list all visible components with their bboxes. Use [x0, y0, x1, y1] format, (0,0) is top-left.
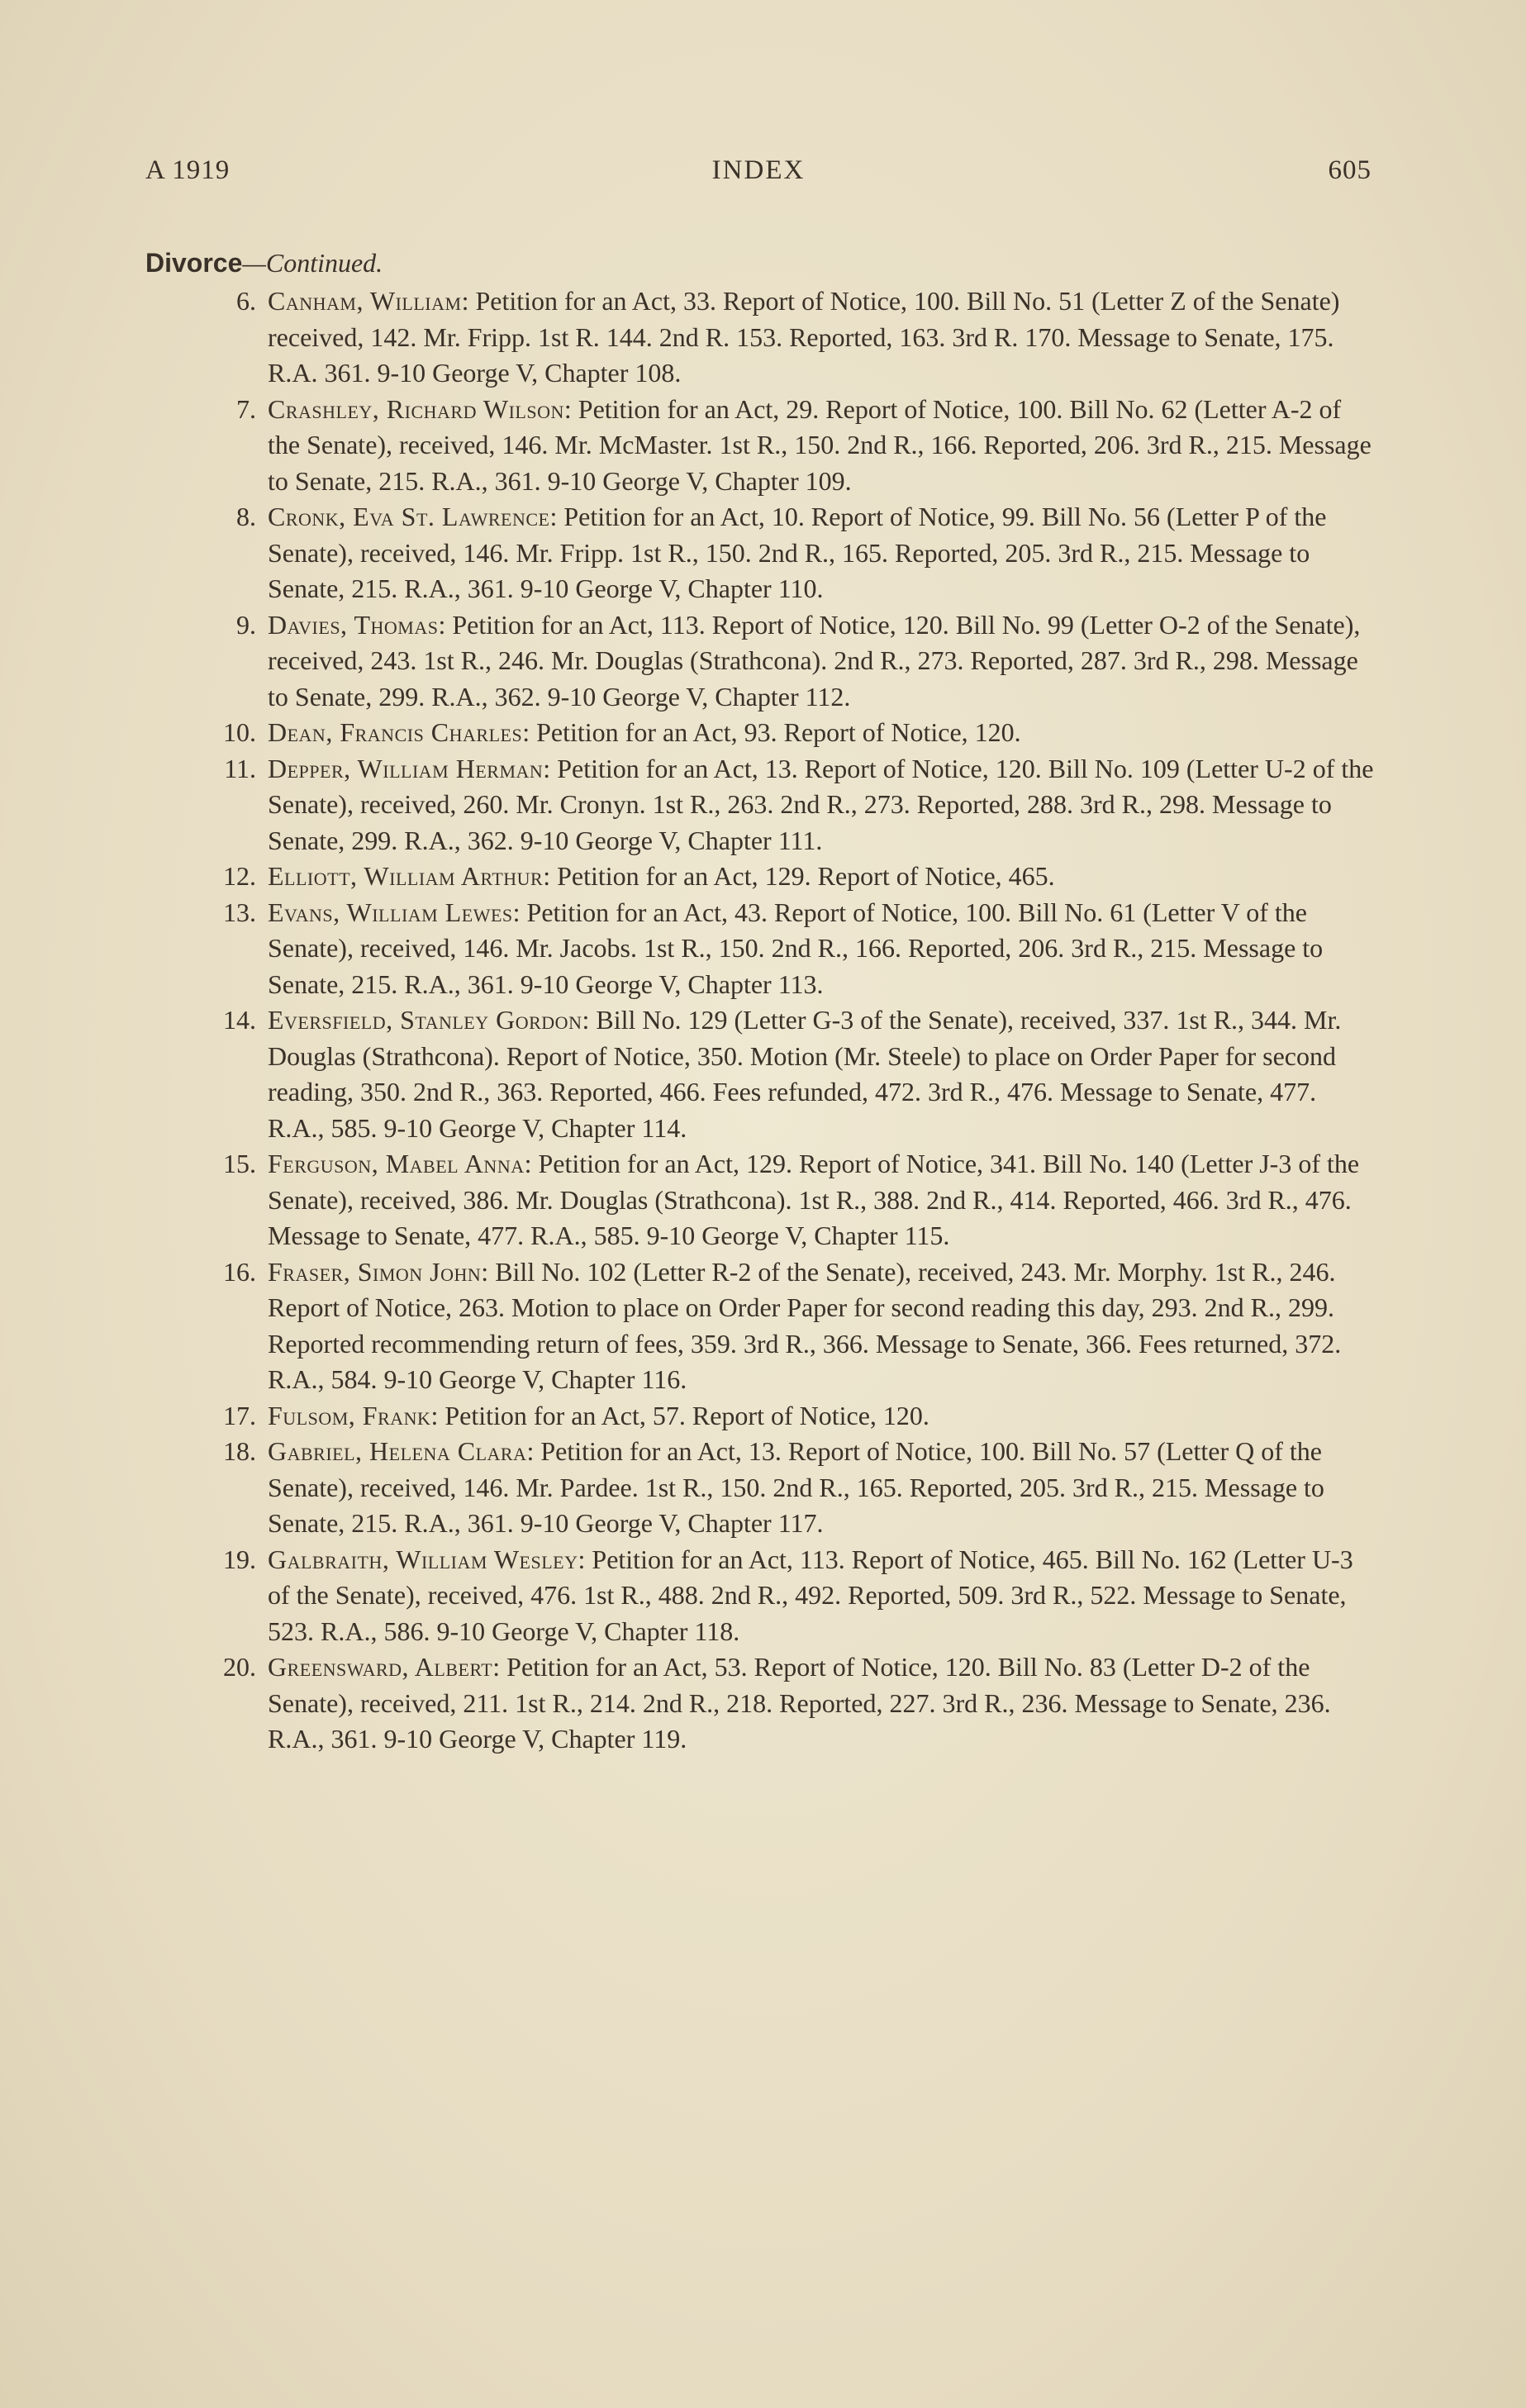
entry-details: Petition for an Act, 29. Report of Notice, 100. Bill No. 62 (Letter A-2 of the Senate), received, 146. Mr. McMaster. 1st R., 150. 2nd R., 166. Reported, 206. 3rd R., 215. Message to Senate, 215. R.A., 361. 9-10 George V, Chapter 109.: [268, 393, 1371, 496]
section-heading: [145, 248, 383, 278]
entry-number: 16.: [223, 1256, 256, 1287]
entry-name: Gabriel, Helena Clara: [268, 1436, 527, 1466]
entry-name: Fraser, Simon John: [268, 1256, 482, 1287]
entry-number: 19.: [223, 1544, 256, 1574]
entry-text: Depper, William Herman: Petition for an Act, 13. Report of Notice, 120. Bill No. 109 (Letter U-2 of the Senate), received, 260. Mr. Cronyn. 1st R., 263. 2nd R., 273. Reported, 288. 3rd R., 298. Message to Senate, 299. R.A., 362. 9-10 George V, Chapter 111.: [268, 753, 1374, 855]
section-title: Divorce: [145, 248, 243, 278]
entry-details: Bill No. 129 (Letter G-3 of the Senate), received, 337. 1st R., 344. Mr. Douglas (Strathcona). Report of Notice, 350. Motion (Mr. Steele) to place on Order Paper for second reading, 350. 2nd R., 363. Reported, 466. Fees refunded, 472. 3rd R., 476. Message to Senate, 477. R.A., 585. 9-10 George V, Chapter 114.: [268, 1005, 1342, 1143]
entry-text: Crashley, Richard Wilson: Petition for an Act, 29. Report of Notice, 100. Bill No. 62 (Letter A-2 of the Senate), received, 146. Mr. McMaster. 1st R., 150. 2nd R., 166. Reported, 206. 3rd R., 215. Message to Senate, 215. R.A., 361. 9-10 George V, Chapter 109.: [268, 393, 1371, 496]
entry-number: 20.: [223, 1652, 256, 1682]
entry-text: Eversfield, Stanley Gordon: Bill No. 129 (Letter G-3 of the Senate), received, 337. 1st R., 344. Mr. Douglas (Strathcona). Report of Notice, 350. Motion (Mr. Steele) to place on Order Paper for second reading, 350. 2nd R., 363. Reported, 466. Fees refunded, 472. 3rd R., 476. Message to Senate, 477. R.A., 585. 9-10 George V, Chapter 114.: [268, 1005, 1342, 1143]
entry-number: 15.: [223, 1149, 256, 1178]
entry-details: Petition for an Act, 57. Report of Notice, 120.: [444, 1400, 929, 1430]
entry-name: Fulsom, Frank: [268, 1400, 431, 1430]
entry-text: Fraser, Simon John: Bill No. 102 (Letter R-2 of the Senate), received, 243. Mr. Morphy. 1st R., 246. Report of Notice, 263. Motion to place on Order Paper for second reading this day, 293. 2nd R., 299. Reported recommending return of fees, 359. 3rd R., 366. Message to Senate, 366. Fees returned, 372. R.A., 584. 9-10 George V, Chapter 116.: [268, 1256, 1342, 1394]
entry-details: Bill No. 102 (Letter R-2 of the Senate), received, 243. Mr. Morphy. 1st R., 246. Report of Notice, 263. Motion to place on Order Paper for second reading this day, 293. 2nd R., 299. Reported recommending return of fees, 359. 3rd R., 366. Message to Senate, 366. Fees returned, 372. R.A., 584. 9-10 George V, Chapter 116.: [268, 1256, 1342, 1394]
entry-name: Depper, William Herman: [268, 753, 544, 783]
entry-details: Petition for an Act, 113. Report of Notice, 120. Bill No. 99 (Letter O-2 of the Senate), received, 243. 1st R., 246. Mr. Douglas (Strathcona). 2nd R., 273. Reported, 287. 3rd R., 298. Message to Senate, 299. R.A., 362. 9-10 George V, Chapter 112.: [268, 609, 1361, 711]
index-entry: [198, 499, 1375, 607]
entry-text: Ferguson, Mabel Anna: Petition for an Act, 129. Report of Notice, 341. Bill No. 140 (Letter J-3 of the Senate), received, 386. Mr. Douglas (Strathcona). 1st R., 388. 2nd R., 414. Reported, 466. 3rd R., 476. Message to Senate, 477. R.A., 585. 9-10 George V, Chapter 115.: [268, 1149, 1360, 1250]
index-entry: [198, 1542, 1375, 1650]
index-entry: [198, 715, 1375, 751]
entry-text: Gabriel, Helena Clara: Petition for an Act, 13. Report of Notice, 100. Bill No. 57 (Letter Q of the Senate), received, 146. Mr. Pardee. 1st R., 150. 2nd R., 165. Reported, 205. 3rd R., 215. Message to Senate, 215. R.A., 361. 9-10 George V, Chapter 117.: [268, 1436, 1324, 1538]
entry-text: Cronk, Eva St. Lawrence: Petition for an Act, 10. Report of Notice, 99. Bill No. 56 (Letter P of the Senate), received, 146. Mr. Fripp. 1st R., 150. 2nd R., 165. Reported, 205. 3rd R., 215. Message to Senate, 215. R.A., 361. 9-10 George V, Chapter 110.: [268, 502, 1327, 603]
entry-number: 8.: [236, 502, 256, 531]
entry-details: Petition for an Act, 43. Report of Notice, 100. Bill No. 61 (Letter V of the Senate), received, 146. Mr. Jacobs. 1st R., 150. 2nd R., 166. Reported, 206. 3rd R., 215. Message to Senate, 215. R.A., 361. 9-10 George V, Chapter 113.: [268, 897, 1324, 999]
entry-name: Canham, William: [268, 286, 462, 316]
entry-name: Galbraith, William Wesley: [268, 1544, 578, 1574]
entry-text: Fulsom, Frank: Petition for an Act, 57. Report of Notice, 120.: [268, 1400, 929, 1430]
index-entry: [198, 1254, 1375, 1398]
entry-details: Petition for an Act, 129. Report of Notice, 465.: [557, 861, 1055, 891]
session-label: A 1919: [145, 155, 231, 185]
index-entry: [198, 607, 1375, 716]
entry-text: Greensward, Albert: Petition for an Act, 53. Report of Notice, 120. Bill No. 83 (Letter D-2 of the Senate), received, 211. 1st R., 214. 2nd R., 218. Reported, 227. 3rd R., 236. Message to Senate, 236. R.A., 361. 9-10 George V, Chapter 119.: [268, 1652, 1331, 1754]
entry-text: Davies, Thomas: Petition for an Act, 113. Report of Notice, 120. Bill No. 99 (Letter O-2 of the Senate), received, 243. 1st R., 246. Mr. Douglas (Strathcona). 2nd R., 273. Reported, 287. 3rd R., 298. Message to Senate, 299. R.A., 362. 9-10 George V, Chapter 112.: [268, 609, 1361, 711]
index-entry: [198, 1146, 1375, 1254]
entry-number: 10.: [223, 717, 256, 747]
entry-number: 11.: [224, 753, 256, 783]
index-entry: [198, 1649, 1375, 1758]
entry-name: Davies, Thomas: [268, 609, 439, 640]
entry-number: 7.: [236, 393, 256, 424]
page-header: [145, 155, 1371, 197]
entry-details: Petition for an Act, 13. Report of Notice, 100. Bill No. 57 (Letter Q of the Senate), received, 146. Mr. Pardee. 1st R., 150. 2nd R., 165. Reported, 205. 3rd R., 215. Message to Senate, 215. R.A., 361. 9-10 George V, Chapter 117.: [268, 1436, 1324, 1538]
entry-name: Dean, Francis Charles: [268, 717, 523, 747]
index-entry: [198, 1002, 1375, 1146]
entry-number: 18.: [223, 1436, 256, 1466]
index-entries: [198, 283, 1375, 1758]
entry-text: Canham, William: Petition for an Act, 33. Report of Notice, 100. Bill No. 51 (Letter Z of the Senate) received, 142. Mr. Fripp. 1st R. 144. 2nd R. 153. Reported, 163. 3rd R. 170. Message to Senate, 175. R.A. 361. 9-10 George V, Chapter 108.: [268, 286, 1340, 388]
entry-text: Evans, William Lewes: Petition for an Act, 43. Report of Notice, 100. Bill No. 61 (Letter V of the Senate), received, 146. Mr. Jacobs. 1st R., 150. 2nd R., 166. Reported, 206. 3rd R., 215. Message to Senate, 215. R.A., 361. 9-10 George V, Chapter 113.: [268, 897, 1324, 999]
entry-name: Evans, William Lewes: [268, 897, 513, 927]
index-entry: [198, 895, 1375, 1003]
index-entry: [198, 751, 1375, 859]
entry-number: 6.: [236, 286, 256, 316]
entry-details: Petition for an Act, 129. Report of Notice, 341. Bill No. 140 (Letter J-3 of the Senate), received, 386. Mr. Douglas (Strathcona). 1st R., 388. 2nd R., 414. Reported, 466. 3rd R., 476. Message to Senate, 477. R.A., 585. 9-10 George V, Chapter 115.: [268, 1149, 1360, 1250]
entry-name: Cronk, Eva St. Lawrence: [268, 502, 550, 531]
entry-text: Elliott, William Arthur: Petition for an Act, 129. Report of Notice, 465.: [268, 861, 1055, 891]
entry-details: Petition for an Act, 53. Report of Notice, 120. Bill No. 83 (Letter D-2 of the Senate), received, 211. 1st R., 214. 2nd R., 218. Reported, 227. 3rd R., 236. Message to Senate, 236. R.A., 361. 9-10 George V, Chapter 119.: [268, 1652, 1331, 1754]
index-entry: [198, 1398, 1375, 1435]
page-title: INDEX: [711, 155, 806, 185]
entry-text: Galbraith, William Wesley: Petition for an Act, 113. Report of Notice, 465. Bill No. 162 (Letter U-3 of the Senate), received, 476. 1st R., 488. 2nd R., 492. Reported, 509. 3rd R., 522. Message to Senate, 523. R.A., 586. 9-10 George V, Chapter 118.: [268, 1544, 1353, 1646]
entry-number: 12.: [223, 861, 256, 891]
entry-text: Dean, Francis Charles: Petition for an Act, 93. Report of Notice, 120.: [268, 717, 1021, 747]
entry-name: Elliott, William Arthur: [268, 861, 544, 891]
index-entry: [198, 392, 1375, 500]
section-continued: —Continued.: [242, 248, 383, 278]
entry-name: Eversfield, Stanley Gordon: [268, 1005, 582, 1035]
page-number: 605: [1328, 155, 1371, 185]
entry-details: Petition for an Act, 10. Report of Notice, 99. Bill No. 56 (Letter P of the Senate), received, 146. Mr. Fripp. 1st R., 150. 2nd R., 165. Reported, 205. 3rd R., 215. Message to Senate, 215. R.A., 361. 9-10 George V, Chapter 110.: [268, 502, 1327, 603]
entry-number: 13.: [223, 897, 256, 927]
index-entry: [198, 859, 1375, 895]
entry-name: Greensward, Albert: [268, 1652, 493, 1682]
entry-number: 14.: [223, 1005, 256, 1035]
index-entry: [198, 283, 1375, 392]
entry-number: 17.: [223, 1400, 256, 1430]
entry-name: Ferguson, Mabel Anna: [268, 1149, 525, 1178]
index-entry: [198, 1434, 1375, 1542]
entry-details: Petition for an Act, 33. Report of Notice, 100. Bill No. 51 (Letter Z of the Senate) received, 142. Mr. Fripp. 1st R. 144. 2nd R. 153. Reported, 163. 3rd R. 170. Message to Senate, 175. R.A. 361. 9-10 George V, Chapter 108.: [268, 286, 1340, 388]
entry-details: Petition for an Act, 93. Report of Notice, 120.: [536, 717, 1021, 747]
entry-number: 9.: [236, 609, 256, 640]
entry-details: Petition for an Act, 113. Report of Notice, 465. Bill No. 162 (Letter U-3 of the Senate), received, 476. 1st R., 488. 2nd R., 492. Reported, 509. 3rd R., 522. Message to Senate, 523. R.A., 586. 9-10 George V, Chapter 118.: [268, 1544, 1353, 1646]
entry-details: Petition for an Act, 13. Report of Notice, 120. Bill No. 109 (Letter U-2 of the Senate), received, 260. Mr. Cronyn. 1st R., 263. 2nd R., 273. Reported, 288. 3rd R., 298. Message to Senate, 299. R.A., 362. 9-10 George V, Chapter 111.: [268, 753, 1374, 855]
entry-name: Crashley, Richard Wilson: [268, 393, 564, 424]
